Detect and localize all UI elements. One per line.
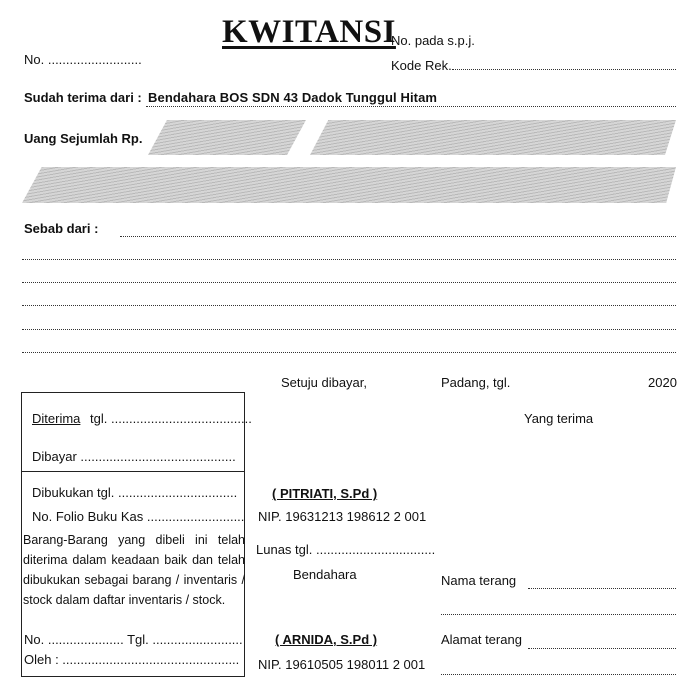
paid-date-label[interactable]: Lunas tgl. .................................: [256, 542, 436, 557]
full-name-label: Nama terang: [441, 573, 517, 588]
account-code-field[interactable]: [452, 69, 676, 70]
amount-words-box[interactable]: [22, 167, 676, 203]
reason-line-4[interactable]: [22, 305, 676, 306]
dibayar-label[interactable]: Dibayar ...........................................: [32, 449, 236, 464]
reason-line-2[interactable]: [22, 259, 676, 260]
oleh-label[interactable]: Oleh : .................................................: [24, 652, 240, 667]
received-from-value: Bendahara BOS SDN 43 Dadok Tunggul Hitam: [148, 90, 438, 105]
full-name-line-1[interactable]: [528, 588, 676, 589]
account-code-label: Kode Rek.: [391, 58, 452, 73]
approval-label: Setuju dibayar,: [281, 375, 368, 390]
reason-line-5[interactable]: [22, 329, 676, 330]
diterima-text: Diterima: [32, 411, 81, 426]
signer1-nip: NIP. 19631213 198612 2 001: [258, 509, 427, 524]
reason-line-1[interactable]: [120, 236, 676, 237]
diterima-label: [32, 411, 252, 426]
address-label: Alamat terang: [441, 632, 522, 647]
diterima-date[interactable]: tgl. .......................................: [90, 411, 252, 426]
receipt-number-label: No. ..........................: [24, 52, 142, 67]
received-from-line: [146, 106, 676, 107]
inventory-statement: Barang-Barang yang dibeli ini telah diterima dalam keadaan baik dan telah dibukukan sebagai barang / inventaris / stock dalam daftar inventaris / stock.: [23, 533, 245, 607]
year-label: 2020: [648, 375, 677, 390]
reason-line-3[interactable]: [22, 282, 676, 283]
reason-label: Sebab dari :: [24, 221, 99, 236]
signer1-name: ( PITRIATI, S.Pd ): [272, 486, 378, 501]
address-line-2[interactable]: [441, 674, 676, 675]
address-line-1[interactable]: [528, 648, 676, 649]
recipient-label: Yang terima: [524, 411, 594, 426]
received-from-label: Sudah terima dari :: [24, 90, 142, 105]
amount-label: Uang Sejumlah Rp.: [24, 131, 143, 146]
treasurer-label: Bendahara: [293, 567, 357, 582]
reason-line-6[interactable]: [22, 352, 676, 353]
amount-box-2[interactable]: [310, 120, 676, 155]
dibukukan-label[interactable]: Dibukukan tgl. .................................: [32, 485, 238, 500]
no-tgl-label[interactable]: No. ..................... Tgl. .........................: [24, 632, 243, 647]
amount-box-1[interactable]: [148, 120, 306, 155]
signer2-name: ( ARNIDA, S.Pd ): [275, 632, 378, 647]
spj-number-label: No. pada s.p.j.: [391, 33, 475, 48]
place-date-label: Padang, tgl.: [441, 375, 511, 390]
full-name-line-2[interactable]: [441, 614, 676, 615]
document-title: KWITANSI: [222, 14, 396, 50]
folio-label[interactable]: No. Folio Buku Kas ...........................: [32, 509, 245, 524]
signer2-nip: NIP. 19610505 198011 2 001: [258, 657, 426, 672]
